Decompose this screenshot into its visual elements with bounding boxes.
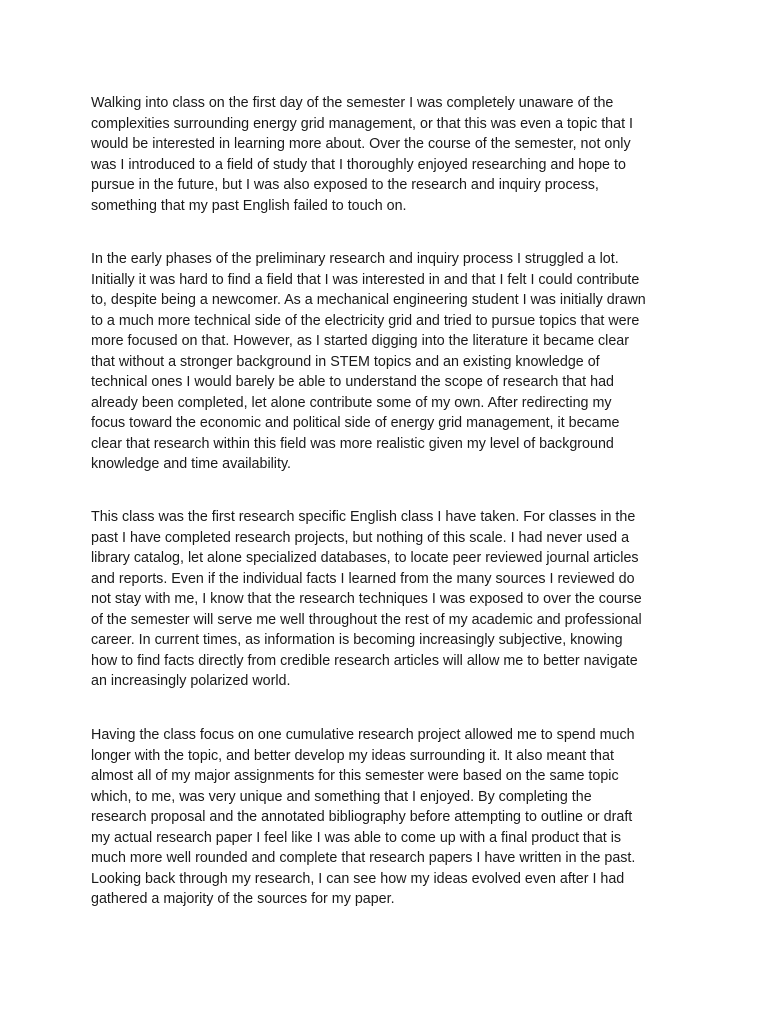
text-line: an increasingly polarized world. xyxy=(91,673,291,689)
text-line: This class was the first research specific English class I have taken. For classes in the xyxy=(91,509,636,525)
text-line: something that my past English failed to touch on. xyxy=(91,197,407,214)
text-line: much more well rounded and complete that research papers I have written in the past. xyxy=(91,850,636,866)
text-line: library catalog, let alone specialized databases, to locate peer reviewed journal articles xyxy=(91,550,639,566)
text-line: not stay with me, I know that the research techniques I was exposed to over the course xyxy=(91,591,642,607)
text-line: career. In current times, as information is becoming increasingly subjective, knowing xyxy=(91,632,623,648)
text-line: Having the class focus on one cumulative research project allowed me to spend much xyxy=(91,727,635,743)
text-line: research proposal and the annotated bibliography before attempting to outline or draft xyxy=(91,809,633,825)
paragraph-1 xyxy=(91,93,731,216)
text-line: was I introduced to a field of study that I thoroughly enjoyed researching and hope to xyxy=(91,156,626,173)
paragraph-2 xyxy=(91,249,731,475)
text-line: Initially it was hard to find a field that I was interested in and that I felt I could contribute xyxy=(91,271,640,288)
paragraph-3 xyxy=(91,507,731,692)
text-line: which, to me, was very unique and something that I enjoyed. By completing the xyxy=(91,788,592,805)
text-line: complexities surrounding energy grid management, or that this was even a topic that I xyxy=(91,115,633,132)
text-line: Walking into class on the first day of the semester I was completely unaware of the xyxy=(91,95,614,111)
text-line: to a much more technical side of the electricity grid and tried to pursue topics that were xyxy=(91,312,640,329)
text-line: how to find facts directly from credible research articles will allow me to better navigate xyxy=(91,652,638,669)
text-line: almost all of my major assignments for this semester were based on the same topic xyxy=(91,768,619,784)
text-line: and reports. Even if the individual facts I learned from the many sources I reviewed do xyxy=(91,570,635,587)
text-line: Looking back through my research, I can see how my ideas evolved even after I had xyxy=(91,870,625,887)
text-line: gathered a majority of the sources for my paper. xyxy=(91,891,395,907)
text-line: longer with the topic, and better develop my ideas surrounding it. It also meant that xyxy=(91,747,614,764)
text-line: knowledge and time availability. xyxy=(91,456,292,472)
text-line: In the early phases of the preliminary research and inquiry process I struggled a lot. xyxy=(91,251,619,267)
text-line: to, despite being a newcomer. As a mechanical engineering student I was initially drawn xyxy=(91,292,646,308)
text-line: clear that research within this field was more realistic given my level of background xyxy=(91,435,614,452)
text-line: of the semester will serve me well throughout the rest of my academic and professional xyxy=(91,611,642,628)
text-line: already been completed, let alone contribute some of my own. After redirecting my xyxy=(91,394,612,411)
paragraph-4 xyxy=(91,725,731,910)
text-line: past I have completed research projects, but nothing of this scale. I had never used a xyxy=(91,529,630,546)
text-line: would be interested in learning more about. Over the course of the semester, not only xyxy=(91,136,631,152)
text-line: my actual research paper I feel like I was able to come up with a final product that is xyxy=(91,829,622,846)
text-line: that without a stronger background in STEM topics and an existing knowledge of xyxy=(91,353,600,370)
text-line: focus toward the economic and political side of energy grid management, it became xyxy=(91,415,620,431)
text-line: technical ones I would barely be able to understand the scope of research that had xyxy=(91,374,614,390)
text-line: more focused on that. However, as I started digging into the literature it became clear xyxy=(91,333,630,349)
text-line: pursue in the future, but I was also exposed to the research and inquiry process, xyxy=(91,177,599,193)
